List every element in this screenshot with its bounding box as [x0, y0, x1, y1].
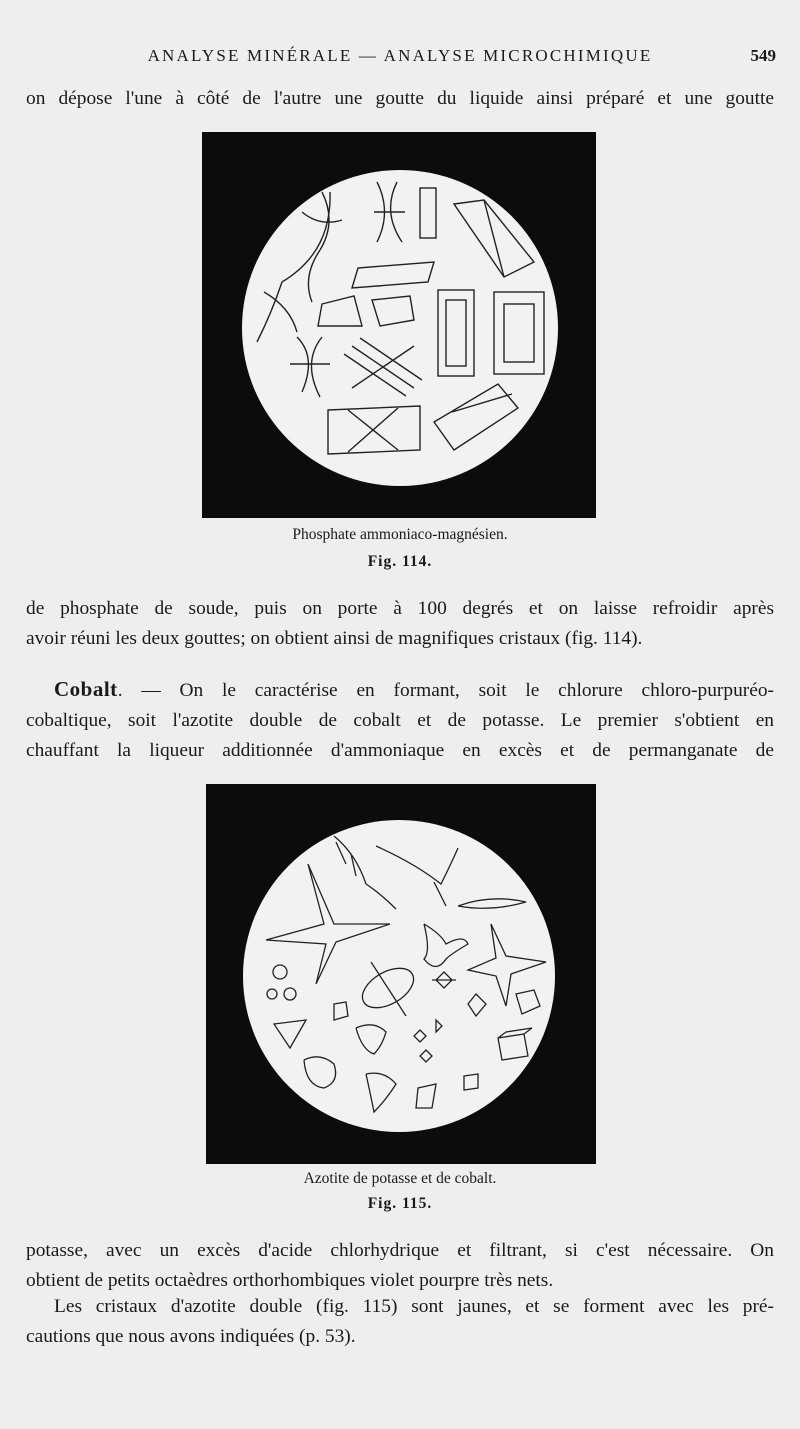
figure-115-illustration: [206, 784, 596, 1164]
paragraph-cobalt: [26, 674, 774, 766]
figure-115-label: Fig. 115.: [367, 1195, 433, 1212]
text-line: [26, 1292, 774, 1322]
paragraph-intro: [26, 84, 774, 114]
text-span: . — On le caractérise en formant, soit le chlorure chloro-purpuréo-: [117, 680, 774, 701]
page-number: 549: [750, 46, 776, 65]
paragraph-azotite: [26, 1292, 774, 1352]
microscope-field: [242, 170, 558, 486]
text-line: de phosphate de soude, puis on porte à 100 degrés et on laisse refroidir après: [26, 598, 774, 619]
paragraph-potasse: [26, 1236, 774, 1296]
microscope-field: [243, 820, 555, 1132]
text-line: cautions que nous avons indiquées (p. 53).: [26, 1326, 356, 1347]
text-line: [26, 674, 774, 706]
running-title: ANALYSE MINÉRALE — ANALYSE MICROCHIMIQUE: [147, 46, 653, 65]
crystal-micrograph-115: [206, 784, 596, 1164]
figure-115-caption: Azotite de potasse et de cobalt.: [303, 1170, 497, 1187]
page-header: [0, 44, 800, 70]
figure-114-label: Fig. 114.: [367, 553, 433, 570]
text-line: potasse, avec un excès d'acide chlorhydrique et filtrant, si c'est nécessaire. On: [26, 1240, 774, 1261]
text-span: Les cristaux d'azotite double (fig. 115) sont jaunes, et se forment avec les pré-: [54, 1296, 774, 1317]
crystal-micrograph-114: [202, 132, 596, 518]
figure-114-illustration: [202, 132, 596, 518]
text-line: obtient de petits octaèdres orthorhombiques violet pourpre très nets.: [26, 1270, 554, 1291]
section-term-cobalt: Cobalt: [54, 677, 118, 701]
text-line: chauffant la liqueur additionnée d'ammoniaque en excès et de permanganate de: [26, 740, 774, 761]
text-line: avoir réuni les deux gouttes; on obtient ainsi de magnifiques cristaux (fig. 114).: [26, 628, 643, 649]
text-line: on dépose l'une à côté de l'autre une goutte du liquide ainsi préparé et une goutte: [26, 88, 774, 109]
paragraph-phosphate: [26, 594, 774, 654]
text-line: cobaltique, soit l'azotite double de cobalt et de potasse. Le premier s'obtient en: [26, 710, 774, 731]
figure-114-caption: Phosphate ammoniaco-magnésien.: [292, 526, 508, 543]
